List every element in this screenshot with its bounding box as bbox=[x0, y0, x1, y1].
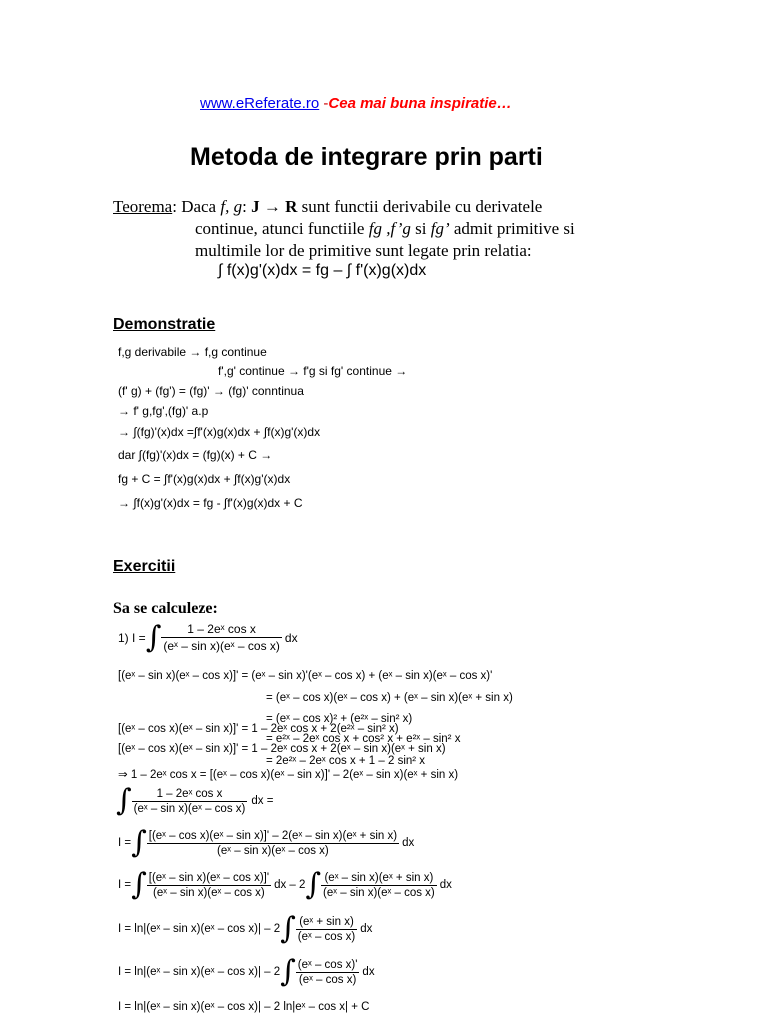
integral-sign: ∫ bbox=[131, 867, 147, 902]
numerator: 1 – 2eˣ cos x bbox=[132, 788, 248, 802]
integral-sign: ∫ bbox=[116, 783, 132, 818]
site-link[interactable]: www.eReferate.ro bbox=[200, 95, 320, 112]
theorem-arrow: → bbox=[259, 197, 286, 216]
site-header bbox=[200, 95, 512, 113]
integral-sign: ∫ bbox=[131, 825, 147, 860]
dx: dx bbox=[439, 879, 452, 891]
denominator: (eˣ – sin x)(eˣ – cos x) bbox=[133, 802, 246, 815]
fraction bbox=[147, 872, 271, 899]
fraction bbox=[321, 872, 437, 899]
i-step-1 bbox=[118, 825, 415, 860]
step-line: [(eˣ – cos x)(eˣ – sin x)]' = 1 – 2eˣ cos x + 2(e²ˣ – sin² x) bbox=[118, 723, 399, 735]
theorem-line-2 bbox=[195, 218, 575, 240]
theorem-domain: J bbox=[251, 197, 260, 216]
integral-sign: ∫ bbox=[305, 867, 322, 902]
integral-sign: ∫ bbox=[145, 619, 162, 655]
ln-expression: I = ln|(eˣ – sin x)(eˣ – cos x)| – 2 bbox=[118, 966, 281, 978]
dx-minus-2: dx – 2 bbox=[274, 879, 306, 891]
fraction bbox=[296, 916, 357, 943]
demo-line: (f' g) + (fg') = (fg)' → (fg)' conntinua bbox=[118, 384, 304, 398]
step-line: = 2e²ˣ – 2eˣ cos x + 1 – 2 sin² x bbox=[266, 755, 426, 767]
denominator: (eˣ – cos x) bbox=[297, 930, 356, 943]
numerator: [(eˣ – sin x)(eˣ – cos x)]' bbox=[148, 871, 270, 884]
demo-line: f,g derivabile → f,g continue bbox=[118, 345, 267, 359]
exercise-1-label: 1) I = bbox=[118, 630, 146, 645]
theorem-text: : Daca bbox=[172, 197, 221, 216]
demo-line: f',g' continue → f'g si fg' continue → bbox=[218, 364, 408, 378]
theorem-func: fg’ bbox=[430, 219, 450, 238]
step-line: [(eˣ – cos x)(eˣ – sin x)]' = 1 – 2eˣ cos x + 2(eˣ – sin x)(eˣ + sin x) bbox=[118, 743, 446, 755]
exercises-subheading: Sa se calculeze: bbox=[113, 600, 218, 617]
dx: dx bbox=[362, 966, 375, 978]
theorem-text: admit primitive si bbox=[449, 219, 575, 238]
theorem-formula: ∫ f(x)g'(x)dx = fg – ∫ f'(x)g(x)dx bbox=[218, 262, 427, 279]
i-equals: I = bbox=[118, 879, 132, 891]
integral-sign: ∫ bbox=[280, 954, 296, 989]
dx: dx bbox=[284, 630, 298, 645]
theorem-line-1 bbox=[113, 196, 542, 218]
demonstration-heading: Demonstratie bbox=[113, 316, 216, 333]
exercise-1 bbox=[118, 619, 298, 655]
denominator: (eˣ – sin x)(eˣ – cos x) bbox=[163, 639, 280, 653]
theorem-codomain: R bbox=[285, 197, 298, 216]
theorem-line-3: multimile lor de primitive sunt legate prin relatia: bbox=[195, 241, 532, 260]
exercises-heading: Exercitii bbox=[113, 558, 176, 575]
fraction bbox=[161, 622, 282, 653]
demo-line: → f' g,fg',(fg)' a.p bbox=[118, 404, 209, 418]
numerator: [(eˣ – cos x)(eˣ – sin x)]' – 2(eˣ – sin x)(eˣ + sin x) bbox=[148, 829, 398, 842]
i-equals: I = bbox=[118, 837, 132, 849]
theorem-vars: f, g bbox=[220, 197, 243, 216]
numerator: 1 – 2eˣ cos x bbox=[161, 622, 282, 638]
header-separator: - bbox=[319, 95, 329, 112]
integral-sign: ∫ bbox=[280, 911, 296, 946]
demo-line: fg + C = ∫f'(x)g(x)dx + ∫f(x)g'(x)dx bbox=[118, 472, 291, 486]
i-step-4 bbox=[118, 954, 375, 989]
page-title: Metoda de integrare prin parti bbox=[190, 143, 543, 171]
denominator: (eˣ – sin x)(eˣ – cos x) bbox=[217, 844, 329, 857]
i-step-3 bbox=[118, 911, 373, 946]
site-tagline: Cea mai buna inspiratie… bbox=[328, 95, 512, 112]
theorem-text-rest: sunt functii derivabile cu derivatele bbox=[297, 197, 543, 216]
theorem-label: Teorema bbox=[113, 197, 173, 216]
numerator: (eˣ – sin x)(eˣ + sin x) bbox=[321, 872, 437, 886]
fraction bbox=[132, 788, 248, 815]
demo-line: → ∫f(x)g'(x)dx = fg - ∫f'(x)g(x)dx + C bbox=[118, 496, 303, 510]
step-line: = (eˣ – cos x)(eˣ – cos x) + (eˣ – sin x)(eˣ + sin x) bbox=[266, 692, 513, 704]
fraction bbox=[296, 959, 360, 986]
denominator: (eˣ – sin x)(eˣ – cos x) bbox=[153, 886, 265, 899]
ln-expression: I = ln|(eˣ – sin x)(eˣ – cos x)| – 2 bbox=[118, 923, 281, 935]
denominator: (eˣ – cos x) bbox=[298, 973, 357, 986]
numerator: (eˣ + sin x) bbox=[296, 916, 357, 930]
step-line: = (eˣ – cos x)² + (e²ˣ – sin² x) bbox=[266, 713, 413, 725]
theorem-text: si bbox=[410, 219, 431, 238]
theorem-colon: : bbox=[242, 197, 252, 216]
theorem-text: continue, atunci functiile bbox=[195, 219, 369, 238]
demo-line: dar ∫(fg)'(x)dx = (fg)(x) + C → bbox=[118, 448, 273, 462]
step-line: [(eˣ – sin x)(eˣ – cos x)]' = (eˣ – sin x)'(eˣ – cos x) + (eˣ – sin x)(eˣ – cos x)' bbox=[118, 670, 493, 682]
step-line: = e²ˣ – 2eˣ cos x + cos² x + e²ˣ – sin² x bbox=[266, 733, 461, 745]
dx: dx bbox=[360, 923, 373, 935]
integral-identity bbox=[116, 783, 274, 818]
fraction bbox=[147, 830, 399, 857]
theorem-func: fg ,f’g bbox=[368, 219, 411, 238]
dx-equals: dx = bbox=[251, 795, 274, 807]
numerator: (eˣ – cos x)' bbox=[297, 958, 358, 971]
final-result: I = ln|(eˣ – sin x)(eˣ – cos x)| – 2 ln|eˣ – cos x| + C bbox=[118, 1001, 370, 1013]
i-step-2 bbox=[118, 867, 452, 902]
step-line: ⇒ 1 – 2eˣ cos x = [(eˣ – cos x)(eˣ – sin x)]' – 2(eˣ – sin x)(eˣ + sin x) bbox=[118, 769, 459, 781]
dx: dx bbox=[402, 837, 415, 849]
denominator: (eˣ – sin x)(eˣ – cos x) bbox=[323, 886, 435, 899]
demo-line: → ∫(fg)'(x)dx =∫f'(x)g(x)dx + ∫f(x)g'(x)dx bbox=[118, 425, 321, 439]
